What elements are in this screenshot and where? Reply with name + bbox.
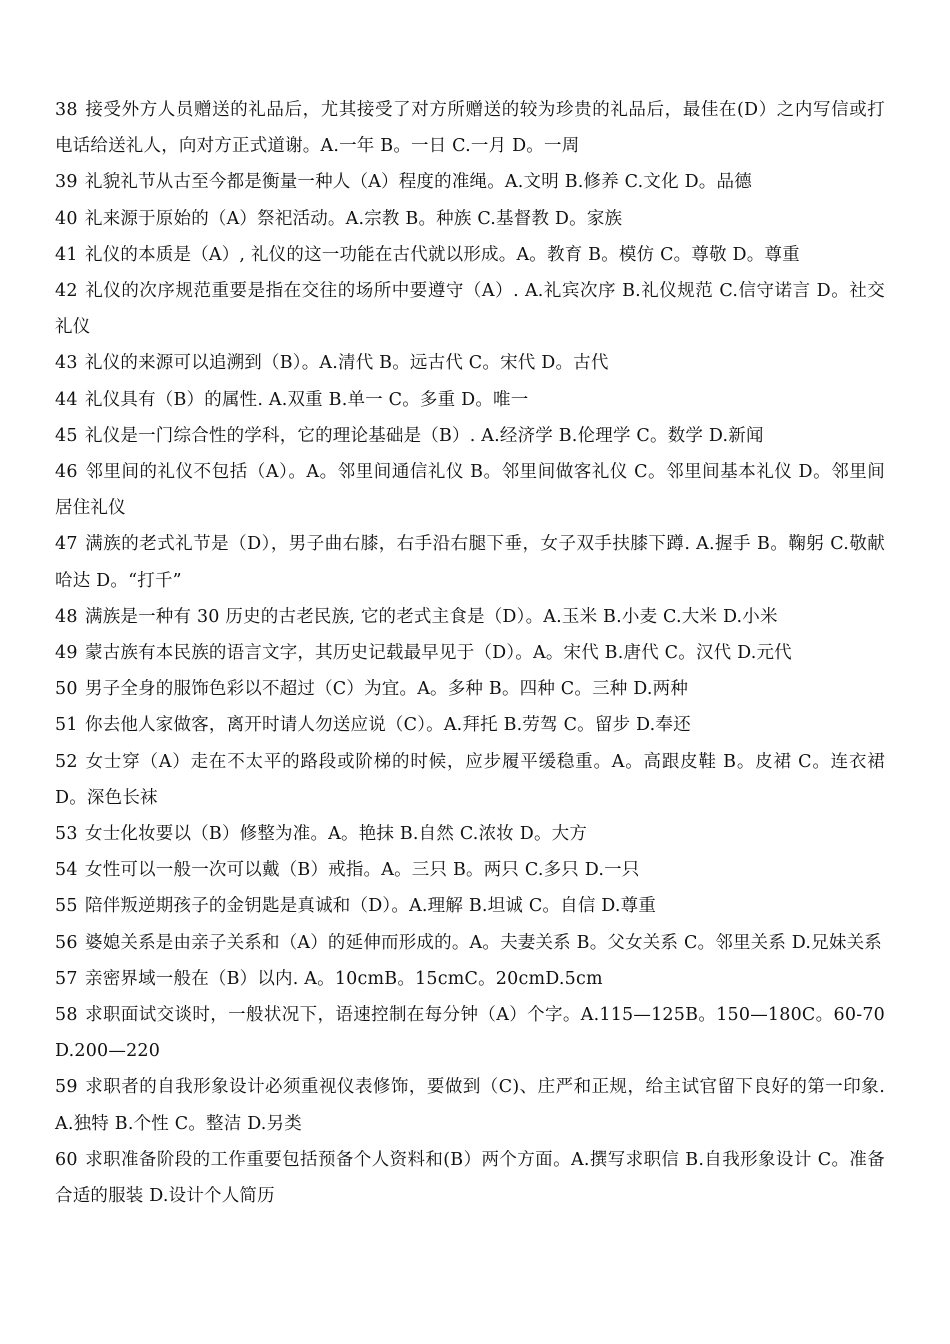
question-number: 47	[55, 534, 78, 555]
question-number: 54	[55, 860, 78, 881]
question-number: 56	[55, 932, 78, 953]
question-text: 男子全身的服饰色彩以不超过（C）为宜。A。多种 B。四种 C。三种 D.两种	[85, 679, 689, 700]
question-text: 蒙古族有本民族的语言文字，其历史记载最早见于（D）。A。宋代 B.唐代 C。汉代 D.元代	[85, 643, 792, 664]
question-number: 55	[55, 896, 78, 917]
question-text: 礼仪的来源可以追溯到（B）。A.清代 B。远古代 C。宋代 D。古代	[85, 353, 609, 374]
question-number: 57	[55, 968, 78, 989]
question-text: 求职者的自我形象设计必须重视仪表修饰，要做到（C)、庄严和正规，给主试官留下良好的第一印象. A.独特 B.个性 C。整洁 D.另类	[55, 1077, 885, 1134]
question-text: 邻里间的礼仪不包括（A）。A。邻里间通信礼仪 B。邻里间做客礼仪 C。邻里间基本礼仪 D。邻里间居住礼仪	[55, 462, 885, 519]
question-46	[55, 454, 885, 526]
question-42	[55, 273, 885, 345]
question-55	[55, 888, 885, 924]
question-number: 39	[55, 172, 78, 193]
question-text: 女士化妆要以（B）修整为准。A。艳抹 B.自然 C.浓妆 D。大方	[85, 824, 588, 845]
question-text: 礼仪的本质是（A）, 礼仪的这一功能在古代就以形成。A。教育 B。模仿 C。尊敬 D。尊重	[85, 244, 800, 265]
question-54	[55, 852, 885, 888]
question-number: 49	[55, 643, 78, 664]
question-51	[55, 707, 885, 743]
question-text: 亲密界域一般在（B）以内. A。10cmB。15cmC。20cmD.5cm	[85, 968, 603, 989]
question-number: 44	[55, 389, 78, 410]
question-text: 礼仪的次序规范重要是指在交往的场所中要遵守（A）. A.礼宾次序 B.礼仪规范 C.信守诺言 D。社交礼仪	[55, 281, 885, 338]
question-45	[55, 418, 885, 454]
question-58	[55, 997, 885, 1069]
question-text: 满族是一种有 30 历史的古老民族, 它的老式主食是（D）。A.玉米 B.小麦 C.大米 D.小米	[85, 606, 778, 627]
question-number: 46	[55, 462, 78, 483]
question-44	[55, 382, 885, 418]
question-text: 婆媳关系是由亲子关系和（A）的延伸而形成的。A。夫妻关系 B。父女关系 C。邻里关系 D.兄妹关系	[85, 932, 882, 953]
question-53	[55, 816, 885, 852]
question-text: 女士穿（A）走在不太平的路段或阶梯的时候，应步履平缓稳重。A。高跟皮鞋 B。皮裙 C。连衣裙 D。深色长袜	[55, 751, 885, 808]
question-text: 礼仪具有（B）的属性. A.双重 B.单一 C。多重 D。唯一	[85, 389, 529, 410]
question-48	[55, 599, 885, 635]
question-number: 59	[55, 1077, 78, 1098]
question-50	[55, 671, 885, 707]
question-text: 你去他人家做客，离开时请人勿送应说（C）。A.拜托 B.劳驾 C。留步 D.奉还	[85, 715, 691, 736]
question-57	[55, 961, 885, 997]
question-38	[55, 92, 885, 164]
question-number: 58	[55, 1005, 78, 1026]
question-47	[55, 526, 885, 598]
question-39	[55, 164, 885, 200]
question-43	[55, 345, 885, 381]
question-number: 45	[55, 425, 78, 446]
question-number: 60	[55, 1149, 78, 1170]
question-40	[55, 201, 885, 237]
question-number: 40	[55, 208, 78, 229]
question-text: 礼来源于原始的（A）祭祀活动。A.宗教 B。种族 C.基督教 D。家族	[85, 208, 623, 229]
question-number: 51	[55, 715, 78, 736]
question-number: 43	[55, 353, 78, 374]
question-59	[55, 1069, 885, 1141]
question-60	[55, 1142, 885, 1214]
question-number: 41	[55, 244, 78, 265]
question-number: 42	[55, 281, 78, 302]
question-text: 陪伴叛逆期孩子的金钥匙是真诚和（D）。A.理解 B.坦诚 C。自信 D.尊重	[85, 896, 657, 917]
question-number: 52	[55, 751, 78, 772]
question-text: 接受外方人员赠送的礼品后，尤其接受了对方所赠送的较为珍贵的礼品后，最佳在(D）之内写信或打电话给送礼人，向对方正式道谢。A.一年 B。一日 C.一月 D。一周	[55, 100, 885, 157]
question-text: 满族的老式礼节是（D），男子曲右膝，右手沿右腿下垂，女子双手扶膝下蹲. A.握手 B。鞠躬 C.敬献哈达 D。“打千”	[55, 534, 885, 591]
question-49	[55, 635, 885, 671]
question-number: 53	[55, 824, 78, 845]
question-41	[55, 237, 885, 273]
question-number: 38	[55, 100, 78, 120]
question-text: 求职面试交谈时，一般状况下，语速控制在每分钟（A）个字。A.115—125B。150—180C。60-70D.200—220	[55, 1005, 885, 1062]
question-text: 礼貌礼节从古至今都是衡量一种人（A）程度的准绳。A.文明 B.修养 C.文化 D。品德	[85, 172, 752, 193]
document-body	[55, 92, 885, 1214]
question-text: 女性可以一般一次可以戴（B）戒指。A。三只 B。两只 C.多只 D.一只	[85, 860, 640, 881]
question-number: 48	[55, 606, 78, 627]
question-52	[55, 744, 885, 816]
question-56	[55, 925, 885, 961]
question-text: 礼仪是一门综合性的学科，它的理论基础是（B）. A.经济学 B.伦理学 C。数学 D.新闻	[85, 425, 764, 446]
question-number: 50	[55, 679, 78, 700]
question-text: 求职准备阶段的工作重要包括预备个人资料和(B）两个方面。A.撰写求职信 B.自我形象设计 C。准备合适的服装 D.设计个人简历	[55, 1149, 885, 1207]
